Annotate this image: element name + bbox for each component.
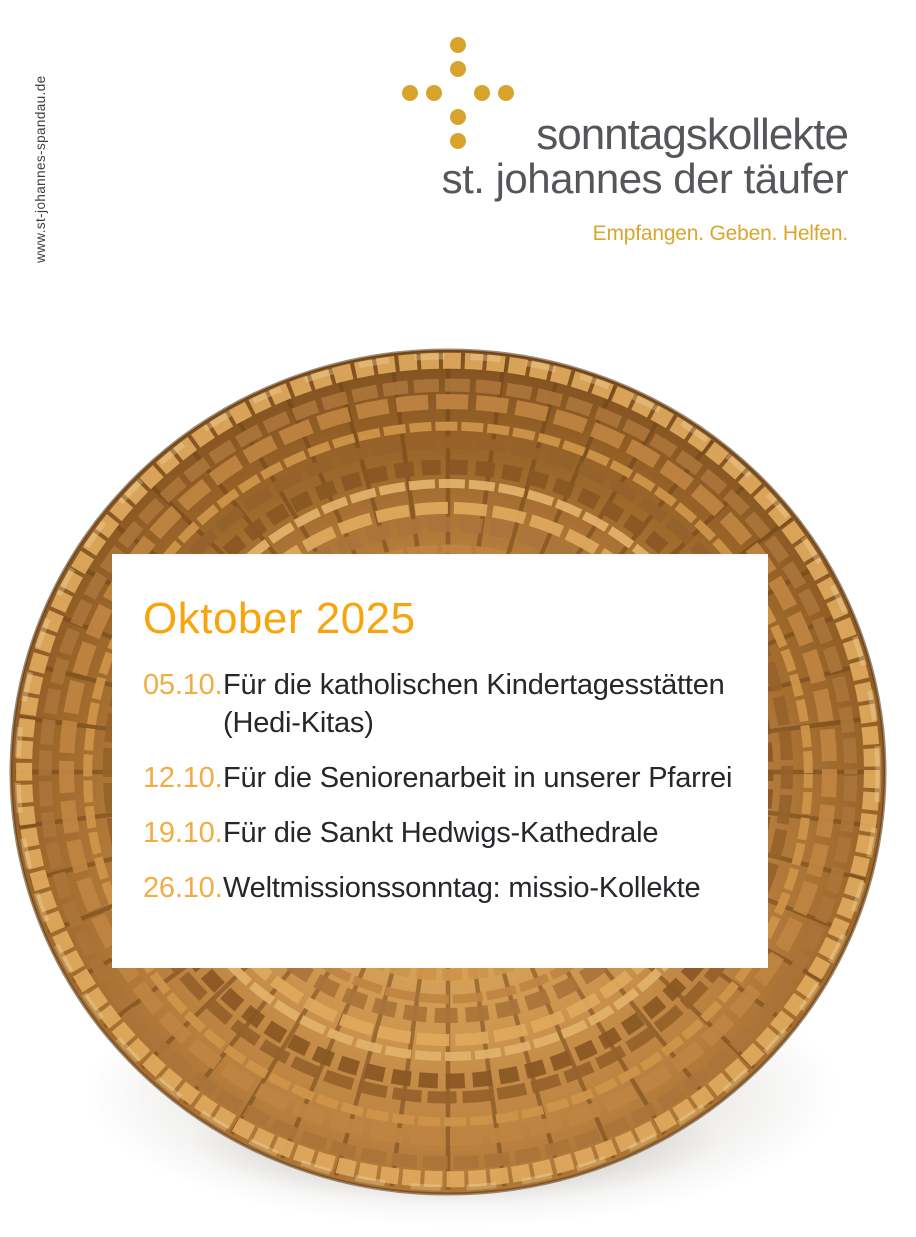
- schedule-item: [143, 869, 748, 907]
- logo-tagline: Empfangen. Geben. Helfen.: [592, 222, 848, 245]
- logo-title: sonntagskollekte: [536, 110, 848, 159]
- schedule-item: [143, 666, 748, 742]
- schedule-item-line: Für die katholischen Kindertagesstätten: [223, 669, 725, 701]
- schedule-item-text: [223, 666, 748, 742]
- schedule-item: [143, 759, 748, 797]
- schedule-item-line: Für die Sankt Hedwigs-Kathedrale: [223, 817, 659, 849]
- schedule-item-text: [223, 814, 748, 852]
- schedule-item-text: [223, 869, 748, 907]
- website-url-vertical: www.st-johannes-spandau.de: [33, 75, 48, 263]
- collection-schedule-panel: [112, 554, 768, 968]
- schedule-item-line: Weltmissionssonntag: missio-Kollekte: [223, 872, 701, 904]
- schedule-item-line: (Hedi-Kitas): [223, 707, 374, 739]
- schedule-item-date: 12.10.: [143, 762, 223, 794]
- schedule-item-line: Für die Seniorenarbeit in unserer Pfarrei: [223, 762, 733, 794]
- logo-subtitle: st. johannes der täufer: [441, 155, 848, 202]
- schedule-list: [143, 666, 748, 907]
- schedule-item-date: 26.10.: [143, 872, 223, 904]
- schedule-item-date: 19.10.: [143, 817, 223, 849]
- header-block: [442, 112, 848, 247]
- panel-title: Oktober 2025: [143, 594, 416, 643]
- schedule-item: [143, 814, 748, 852]
- schedule-item-text: [223, 759, 748, 797]
- schedule-item-date: 05.10.: [143, 669, 223, 701]
